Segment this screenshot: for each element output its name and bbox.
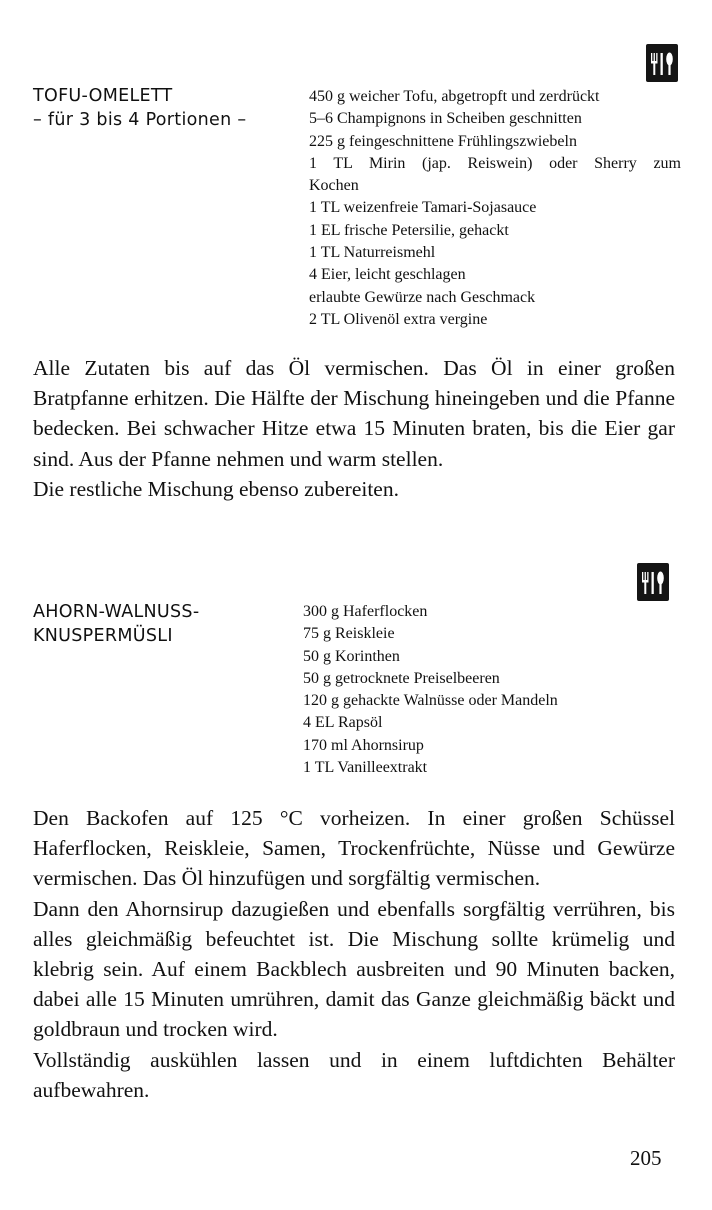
ingredient-list [309,86,681,331]
recipe-title-knuspermuesli [33,600,199,648]
ingredient-list [303,601,643,779]
ingredient-item: 120 g gehackte Walnüsse oder Mandeln [303,692,558,710]
recipe-title-line1: TOFU-OMELETT [33,86,173,106]
ingredient-item: 1 TL Naturreismehl [309,244,436,262]
ingredient-item: 300 g Haferflocken [303,603,428,620]
cutlery-icon [646,44,678,82]
recipe-title-tofu-omelett [33,84,246,132]
recipe-title-line1: AHORN-WALNUSS- [33,602,200,622]
method-text [33,353,675,504]
ingredient-item: 1 TL weizenfreie Tamari-Sojasauce [309,199,537,217]
cutlery-icon [637,563,669,601]
ingredient-item: 2 TL Olivenöl extra vergine [309,310,488,328]
page-number: 205 [630,1146,662,1170]
ingredient-item: 1 TL Mirin (jap. Reiswein) oder Sherry zum [309,154,681,172]
ingredient-item: 4 EL Rapsöl [303,714,383,732]
method-paragraph: Den Backofen auf 125 °C vorheizen. In einer großen Schüssel Haferflocken, Reiskleie, Samen, Trockenfrüchte, Nüsse und Gewürze vermischen. Das Öl hinzufügen und sorgfältig vermischen. [33,806,675,891]
method-paragraph: Vollständig auskühlen lassen und in einem luftdichten Behälter aufbewahren. [33,1047,675,1102]
ingredient-item: Kochen [309,177,359,195]
method-paragraph: Dann den Ahornsirup dazugießen und ebenfalls sorgfältig verrühren, bis alles gleichmäßig befeuchtet ist. Die Mischung sollte krümelig und klebrig sein. Auf einem Backblech ausbreiten und 90 Minuten backen, dabei alle 15 Minuten umrühren, damit das Ganze gleichmäßig bäckt und goldbraun und trocken wird. [33,896,675,1042]
ingredient-item: 450 g weicher Tofu, abgetropft und zerdrückt [309,88,600,105]
recipe-title-line2: KNUSPERMÜSLI [33,626,173,646]
ingredient-item: erlaubte Gewürze nach Geschmack [309,288,536,306]
ingredient-item: 225 g feingeschnittene Frühlingszwiebeln [309,132,577,150]
method-paragraph: Alle Zutaten bis auf das Öl vermischen. Das Öl in einer großen Bratpfanne erhitzen. Die Hälfte der Mischung hineingeben und die Pfanne bedecken. Bei schwacher Hitze etwa 15 Minuten braten, bis die Eier gar sind. Aus der Pfanne nehmen und warm stellen. [33,356,675,471]
ingredient-item: 1 EL frische Petersilie, gehackt [309,221,509,239]
method-text [33,803,675,1105]
ingredient-item: 4 Eier, leicht geschlagen [309,266,466,284]
ingredient-item: 50 g Korinthen [303,647,400,665]
ingredient-item: 1 TL Vanilleextrakt [303,759,428,777]
ingredient-item: 5–6 Champignons in Scheiben geschnitten [309,110,582,128]
ingredient-item: 75 g Reiskleie [303,625,395,643]
recipe-servings: – für 3 bis 4 Portionen – [33,110,247,130]
ingredient-item: 170 ml Ahornsirup [303,736,424,754]
method-paragraph: Die restliche Mischung ebenso zubereiten. [33,476,399,501]
ingredient-item: 50 g getrocknete Preiselbeeren [303,669,500,687]
